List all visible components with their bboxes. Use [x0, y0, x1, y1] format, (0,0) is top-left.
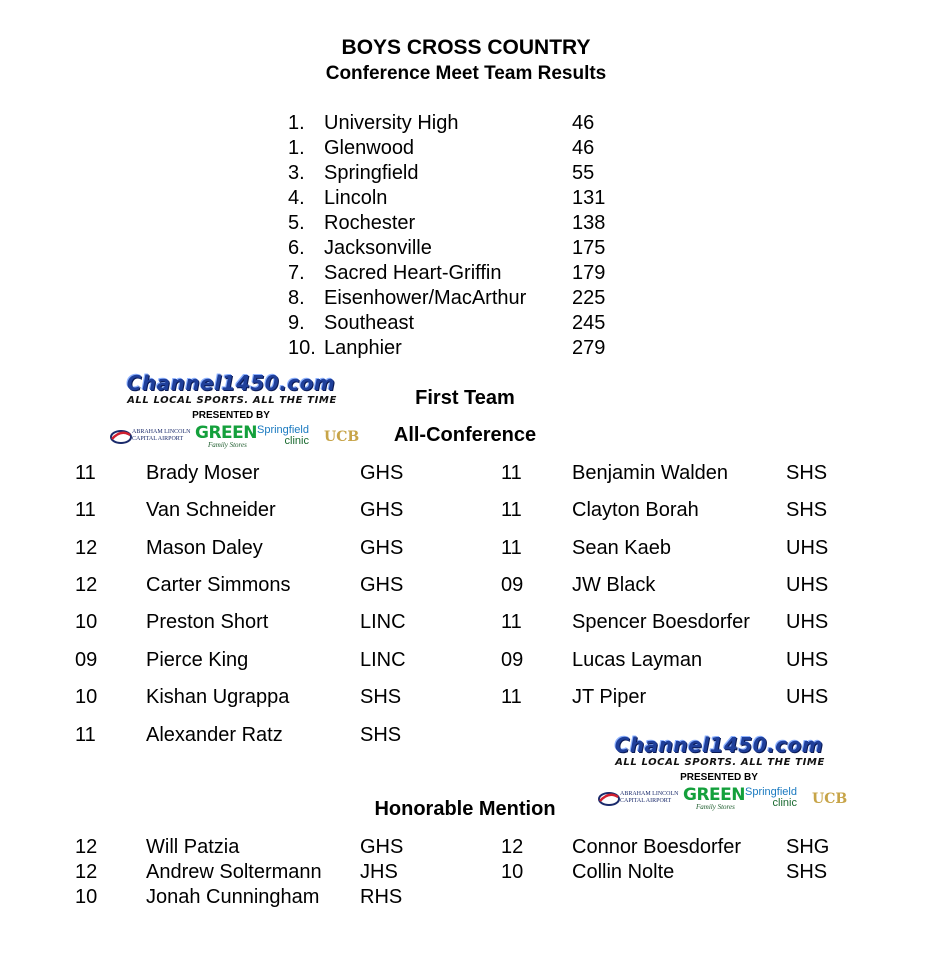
result-score: 245	[572, 312, 606, 334]
airport-line2: CAPITAL AIRPORT	[132, 436, 184, 442]
athlete-grade: 11	[501, 537, 522, 559]
athlete-school: SHS	[786, 861, 828, 883]
result-rank: 9.	[288, 312, 305, 334]
athlete-name: Sean Kaeb	[572, 537, 671, 559]
athlete-name: Andrew Soltermann	[146, 861, 322, 883]
athlete-name: Van Schneider	[146, 499, 276, 521]
athlete-grade: 11	[501, 686, 522, 708]
athlete-grade: 12	[75, 836, 98, 858]
athlete-grade: 10	[75, 886, 98, 908]
ucb-logo: UCB	[812, 791, 848, 807]
athlete-school: LINC	[360, 611, 406, 633]
airport-logo	[598, 788, 678, 810]
athlete-name: Spencer Boesdorfer	[572, 611, 750, 633]
athlete-name: JW Black	[572, 574, 656, 596]
athlete-grade: 11	[501, 462, 522, 484]
athlete-grade: 12	[75, 574, 98, 596]
ucb-logo: UCB	[324, 429, 360, 445]
clinic-bottom: clinic	[772, 797, 797, 809]
athlete-grade: 12	[501, 836, 524, 858]
result-rank: 6.	[288, 237, 305, 259]
athlete-school: RHS	[360, 886, 403, 908]
athlete-school: SHG	[786, 836, 830, 858]
presented-by-label: PRESENTED BY	[680, 772, 758, 783]
springfield-clinic-logo	[257, 425, 309, 447]
athlete-name: Jonah Cunningham	[146, 886, 320, 908]
clinic-top: Springfield	[745, 786, 797, 798]
clinic-bottom: clinic	[284, 435, 309, 447]
channel1450-tagline: ALL LOCAL SPORTS. ALL THE TIME	[127, 395, 337, 406]
athlete-grade: 10	[501, 861, 524, 883]
result-team: Southeast	[324, 312, 415, 334]
presented-by-label: PRESENTED BY	[192, 410, 270, 421]
athlete-name: Lucas Layman	[572, 649, 703, 671]
athlete-school: UHS	[786, 649, 829, 671]
result-score: 138	[572, 212, 606, 234]
athlete-school: SHS	[360, 724, 402, 746]
clinic-top: Springfield	[257, 424, 309, 436]
sponsor-banner	[598, 734, 848, 816]
first-team-heading: First Team	[415, 387, 515, 409]
athlete-school: GHS	[360, 462, 404, 484]
athlete-school: UHS	[786, 574, 829, 596]
result-rank: 4.	[288, 187, 305, 209]
page-title: BOYS CROSS COUNTRY	[341, 36, 591, 59]
athlete-grade: 11	[501, 499, 522, 521]
result-team: Springfield	[324, 162, 419, 184]
athlete-school: UHS	[786, 611, 829, 633]
athlete-school: JHS	[360, 861, 398, 883]
honorable-mention-heading: Honorable Mention	[374, 798, 556, 820]
result-team: Jacksonville	[324, 237, 432, 259]
athlete-school: GHS	[360, 537, 404, 559]
airport-swirl-icon	[598, 789, 620, 809]
result-score: 175	[572, 237, 606, 259]
athlete-grade: 12	[75, 861, 98, 883]
page-subtitle: Conference Meet Team Results	[325, 63, 607, 84]
athlete-name: JT Piper	[572, 686, 647, 708]
athlete-grade: 11	[501, 611, 522, 633]
result-rank: 1.	[288, 112, 305, 134]
result-team: Lincoln	[324, 187, 388, 209]
result-team: University High	[324, 112, 459, 134]
result-rank: 5.	[288, 212, 305, 234]
result-team: Rochester	[324, 212, 416, 234]
result-rank: 8.	[288, 287, 305, 309]
athlete-grade: 10	[75, 686, 98, 708]
athlete-school: UHS	[786, 537, 829, 559]
sponsor-logos	[110, 423, 360, 451]
athlete-name: Benjamin Walden	[572, 462, 729, 484]
result-score: 279	[572, 337, 606, 359]
athlete-grade: 09	[501, 649, 524, 671]
athlete-name: Clayton Borah	[572, 499, 699, 521]
result-score: 179	[572, 262, 606, 284]
channel1450-tagline: ALL LOCAL SPORTS. ALL THE TIME	[615, 757, 825, 768]
channel1450-logo: Channel1450.com	[126, 371, 336, 395]
green-logo-sub: Family Stores	[696, 803, 735, 811]
athlete-name: Pierce King	[146, 649, 249, 671]
airport-line2: CAPITAL AIRPORT	[620, 798, 672, 804]
athlete-school: UHS	[786, 686, 829, 708]
athlete-grade: 12	[75, 537, 98, 559]
athlete-school: SHS	[360, 686, 402, 708]
airport-line1: ABRAHAM LINCOLN	[132, 429, 191, 435]
green-logo: GREEN	[683, 785, 745, 805]
athlete-school: SHS	[786, 499, 828, 521]
airport-logo	[110, 426, 190, 448]
result-team: Eisenhower/MacArthur	[324, 287, 527, 309]
athlete-name: Connor Boesdorfer	[572, 836, 741, 858]
all-conference-heading: All-Conference	[393, 424, 537, 446]
athlete-grade: 11	[75, 724, 96, 746]
athlete-school: LINC	[360, 649, 406, 671]
athlete-school: GHS	[360, 574, 404, 596]
result-rank: 10.	[288, 337, 316, 359]
athlete-name: Brady Moser	[146, 462, 260, 484]
result-score: 131	[572, 187, 606, 209]
result-rank: 3.	[288, 162, 305, 184]
athlete-name: Collin Nolte	[572, 861, 675, 883]
athlete-name: Will Patzia	[146, 836, 240, 858]
athlete-school: GHS	[360, 499, 404, 521]
result-team: Lanphier	[324, 337, 402, 359]
athlete-name: Kishan Ugrappa	[146, 686, 290, 708]
athlete-name: Alexander Ratz	[146, 724, 283, 746]
athlete-school: GHS	[360, 836, 404, 858]
athlete-school: SHS	[786, 462, 828, 484]
airport-swirl-icon	[110, 427, 132, 447]
athlete-name: Preston Short	[146, 611, 269, 633]
result-score: 55	[572, 162, 595, 184]
athlete-grade: 11	[75, 462, 96, 484]
athlete-grade: 11	[75, 499, 96, 521]
result-score: 46	[572, 112, 595, 134]
result-rank: 7.	[288, 262, 305, 284]
result-score: 46	[572, 137, 595, 159]
result-score: 225	[572, 287, 606, 309]
sponsor-logos	[598, 785, 848, 813]
airport-line1: ABRAHAM LINCOLN	[620, 791, 679, 797]
channel1450-logo: Channel1450.com	[614, 733, 824, 757]
result-team: Glenwood	[324, 137, 415, 159]
green-logo-sub: Family Stores	[208, 441, 247, 449]
athlete-grade: 10	[75, 611, 98, 633]
athlete-grade: 09	[75, 649, 98, 671]
green-logo: GREEN	[195, 423, 257, 443]
result-rank: 1.	[288, 137, 305, 159]
springfield-clinic-logo	[745, 787, 797, 809]
sponsor-banner	[110, 372, 360, 454]
athlete-name: Carter Simmons	[146, 574, 291, 596]
athlete-name: Mason Daley	[146, 537, 263, 559]
athlete-grade: 09	[501, 574, 524, 596]
result-team: Sacred Heart-Griffin	[324, 262, 502, 284]
